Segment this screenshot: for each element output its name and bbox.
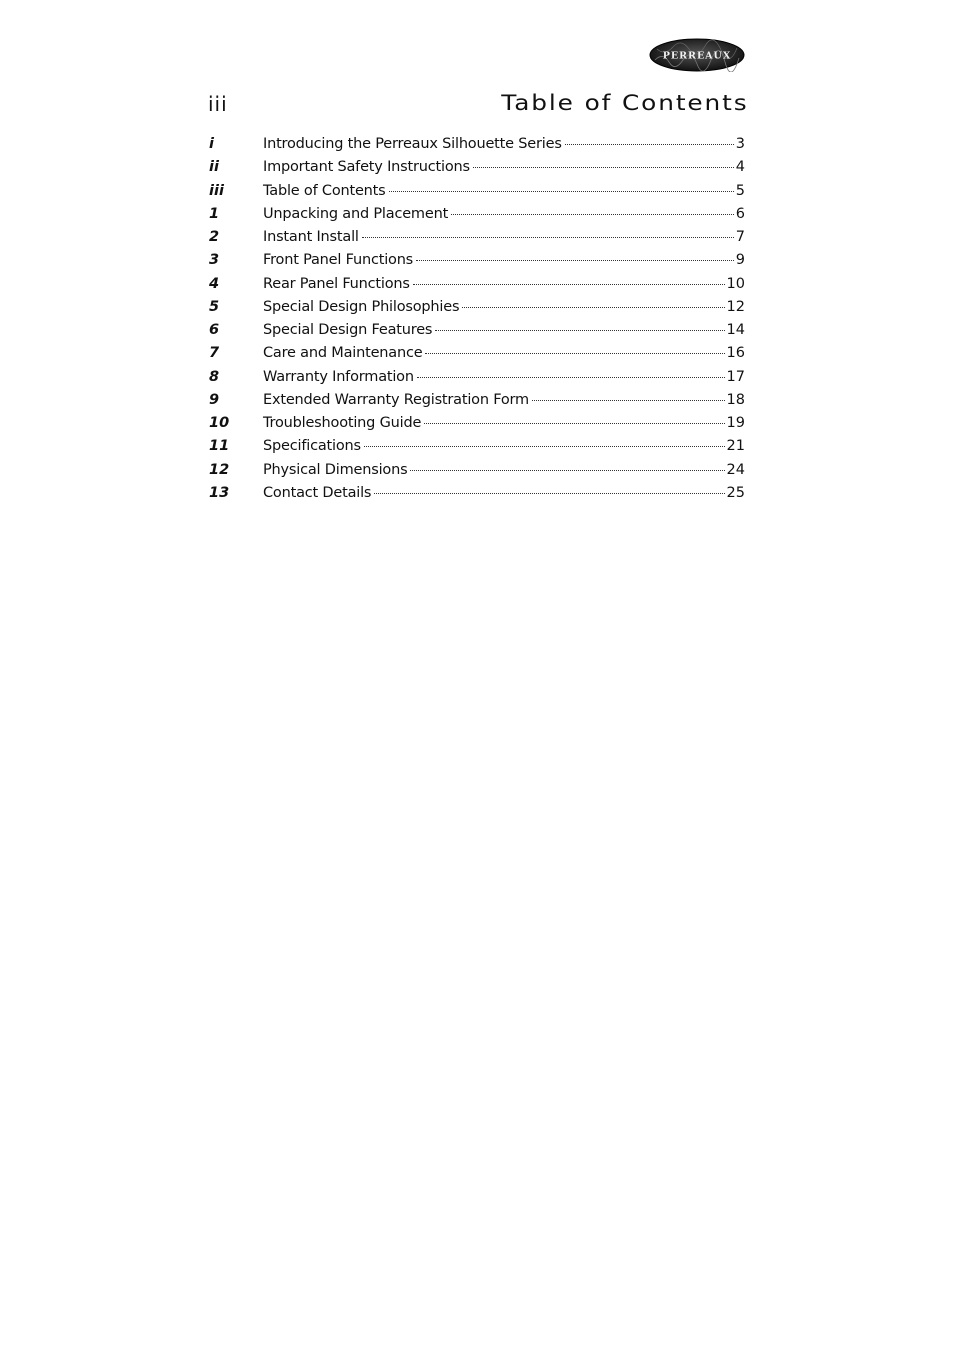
toc-entry-label[interactable]: Table of Contents	[263, 182, 386, 199]
toc-entry[interactable]	[209, 367, 745, 390]
toc-entry-page[interactable]: 6	[735, 205, 745, 222]
toc-entry-label[interactable]: Troubleshooting Guide	[263, 415, 422, 431]
toc-entry-number: 8	[209, 368, 220, 385]
toc-entry[interactable]	[209, 343, 745, 366]
toc-entry-label[interactable]: Rear Panel Functions	[263, 275, 410, 292]
toc-entry-label[interactable]: Special Design Philosophies	[263, 298, 460, 315]
toc-entry-number: 9	[209, 391, 220, 408]
toc-entry-label[interactable]: Special Design Features	[263, 322, 433, 338]
toc-entry-page[interactable]: 16	[726, 345, 745, 362]
toc-entry-label[interactable]: Specifications	[263, 438, 361, 455]
toc-entry[interactable]	[209, 320, 745, 343]
toc-entry-number: 2	[209, 229, 220, 245]
toc-dot-leader	[417, 377, 725, 378]
toc-entry[interactable]	[209, 227, 745, 250]
toc-entry-page[interactable]: 3	[735, 136, 745, 152]
toc-entry[interactable]	[209, 460, 745, 483]
toc-entry-number: 7	[209, 345, 220, 362]
toc-entry-label[interactable]: Warranty Information	[263, 368, 414, 385]
toc-entry[interactable]	[209, 250, 745, 273]
toc-entry-page[interactable]: 17	[726, 368, 745, 385]
toc-entry-label[interactable]: Unpacking and Placement	[263, 205, 449, 222]
toc-entry[interactable]	[209, 134, 745, 157]
perreaux-logo	[649, 38, 745, 72]
toc-entry-label[interactable]: Front Panel Functions	[263, 252, 414, 269]
toc-entry-number: 6	[209, 322, 220, 338]
toc-entry-number: i	[209, 136, 214, 152]
toc-dot-leader	[565, 144, 734, 145]
toc-dot-leader	[389, 191, 734, 192]
toc-entry-page[interactable]: 4	[735, 159, 745, 176]
toc-entry-label[interactable]: Contact Details	[263, 484, 372, 501]
toc-entry-page[interactable]: 7	[735, 229, 745, 245]
logo-wordmark: PERREAUX	[662, 50, 732, 62]
page-number: iii	[208, 92, 228, 116]
toc-entry-label[interactable]: Instant Install	[263, 229, 359, 245]
toc-entry-label[interactable]: Extended Warranty Registration Form	[263, 391, 529, 408]
toc-entry[interactable]	[209, 413, 745, 436]
toc-entry[interactable]	[209, 297, 745, 320]
toc-entry-page[interactable]: 25	[726, 484, 745, 501]
toc-dot-leader	[425, 353, 724, 354]
toc-entry-page[interactable]: 10	[726, 275, 745, 292]
toc-entry-label[interactable]: Important Safety Instructions	[263, 159, 470, 176]
page-title: Table of Contents	[501, 91, 749, 115]
toc-entry-number: 11	[209, 438, 230, 455]
toc-entry[interactable]	[209, 157, 745, 180]
toc-entry-page[interactable]: 12	[726, 298, 745, 315]
toc-entry-number: 3	[209, 252, 220, 269]
toc-dot-leader	[362, 237, 734, 238]
toc-dot-leader	[424, 423, 724, 424]
toc-entry-page[interactable]: 14	[726, 322, 745, 338]
toc-dot-leader	[364, 446, 725, 447]
toc-entry-page[interactable]: 9	[735, 252, 745, 269]
table-of-contents	[209, 134, 745, 506]
toc-dot-leader	[413, 284, 725, 285]
toc-entry-label[interactable]: Care and Maintenance	[263, 345, 423, 362]
toc-entry-page[interactable]: 18	[726, 391, 745, 408]
toc-entry-number: 10	[209, 415, 230, 431]
toc-dot-leader	[416, 260, 734, 261]
toc-entry-page[interactable]: 19	[726, 415, 745, 431]
toc-entry[interactable]	[209, 274, 745, 297]
toc-entry-number: ii	[209, 159, 219, 176]
toc-entry-number: 5	[209, 298, 220, 315]
toc-entry-page[interactable]: 21	[726, 438, 745, 455]
toc-dot-leader	[473, 167, 734, 168]
toc-entry-label[interactable]: Introducing the Perreaux Silhouette Series	[263, 136, 562, 152]
toc-entry-page[interactable]: 5	[735, 182, 745, 199]
toc-entry-number: iii	[209, 182, 224, 199]
toc-entry[interactable]	[209, 204, 745, 227]
toc-entry-label[interactable]: Physical Dimensions	[263, 461, 408, 478]
toc-dot-leader	[374, 493, 724, 494]
toc-entry-number: 4	[209, 275, 220, 292]
toc-dot-leader	[462, 307, 724, 308]
toc-entry[interactable]	[209, 436, 745, 459]
toc-entry[interactable]	[209, 181, 745, 204]
toc-dot-leader	[435, 330, 724, 331]
toc-dot-leader	[532, 400, 725, 401]
toc-dot-leader	[451, 214, 734, 215]
toc-entry-number: 13	[209, 484, 230, 501]
toc-entry-number: 12	[209, 461, 230, 478]
toc-dot-leader	[410, 470, 724, 471]
toc-entry[interactable]	[209, 390, 745, 413]
toc-entry-page[interactable]: 24	[726, 461, 745, 478]
toc-entry[interactable]	[209, 483, 745, 506]
toc-entry-number: 1	[209, 205, 220, 222]
